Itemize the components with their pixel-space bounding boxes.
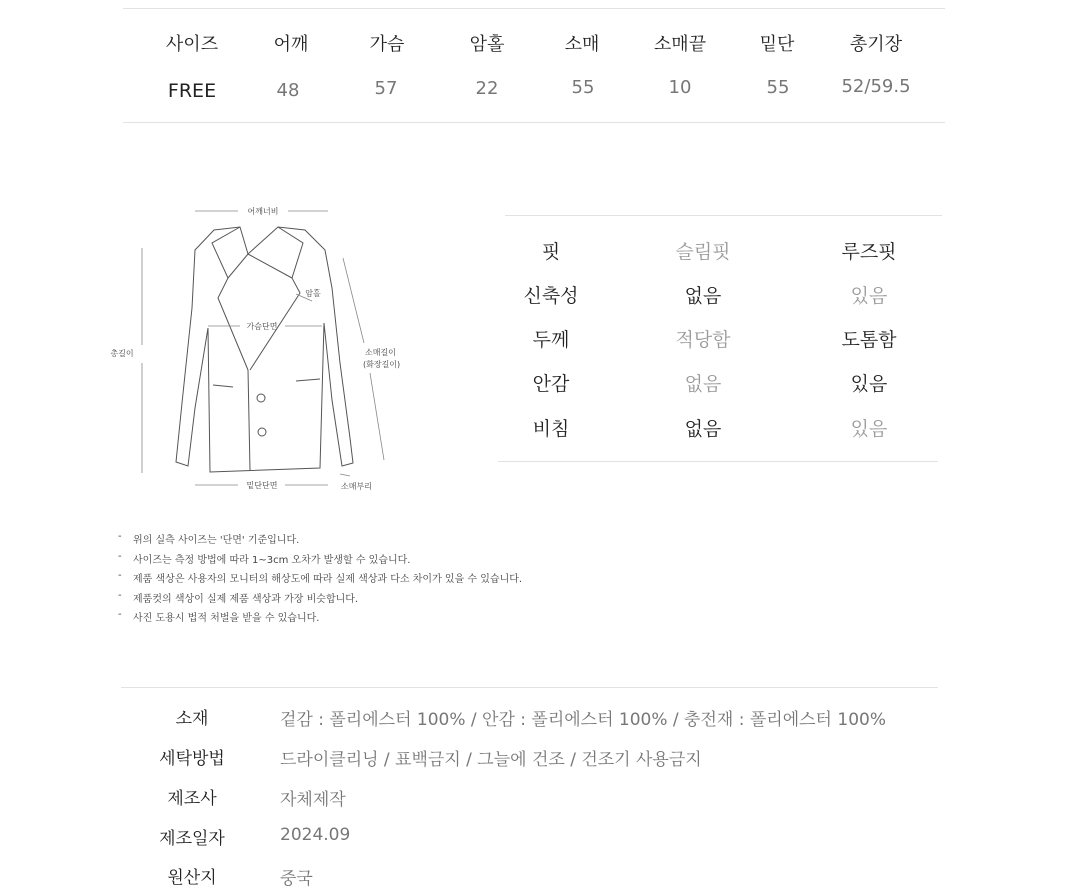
size-value-chest: 57 <box>374 78 398 99</box>
size-header-shoulder: 어깨 <box>273 34 309 55</box>
fit-option-1: 슬림핏 <box>675 241 731 263</box>
size-header-size: 사이즈 <box>165 34 219 55</box>
info-top-divider <box>121 687 938 688</box>
size-value-armhole: 22 <box>475 78 499 99</box>
note-text: 사이즈는 측정 방법에 따라 1~3cm 오차가 발생할 수 있습니다. <box>133 555 411 566</box>
fit-row-label: 두께 <box>532 329 570 351</box>
size-header-hem: 밑단 <box>759 34 795 55</box>
size-header-chest: 가슴 <box>369 34 405 55</box>
fit-table-top-divider <box>505 215 942 216</box>
info-label: 세탁방법 <box>159 749 225 769</box>
size-value-shoulder: 48 <box>276 80 300 101</box>
size-value-sleeve: 55 <box>571 77 595 98</box>
note-dash: - <box>118 590 122 601</box>
info-value: 겉감 : 폴리에스터 100% / 안감 : 폴리에스터 100% / 충전재 : 폴리에스터 100% <box>280 710 886 730</box>
note-dash: - <box>118 609 122 620</box>
diagram-label-shoulder: 어깨너비 <box>247 207 279 216</box>
size-table-top-divider <box>123 8 945 9</box>
jacket-measurement-diagram <box>100 198 430 498</box>
fit-option-2: 있음 <box>850 373 888 395</box>
diagram-label-sleeve-length-alt: (화장길이) <box>363 360 401 369</box>
fit-option-1: 적당함 <box>675 329 731 351</box>
diagram-label-armhole: 암홀 <box>305 289 321 298</box>
fit-option-2: 있음 <box>850 418 888 440</box>
size-header-cuff: 소매끝 <box>653 34 707 55</box>
info-value: 중국 <box>280 869 313 889</box>
info-label: 제조사 <box>167 789 217 809</box>
note-text: 제품컷의 색상이 실제 제품 색상과 가장 비슷합니다. <box>133 594 359 605</box>
note-dash: - <box>118 570 122 581</box>
size-value-hem: 55 <box>766 77 790 98</box>
info-label: 원산지 <box>167 868 217 888</box>
size-value-free: FREE <box>167 80 217 102</box>
fit-option-2: 루즈핏 <box>841 241 897 263</box>
note-dash: - <box>118 551 122 562</box>
info-label: 제조일자 <box>159 829 225 849</box>
fit-row-label: 비침 <box>532 418 570 440</box>
info-value: 자체제작 <box>280 790 346 810</box>
size-header-sleeve: 소매 <box>564 34 600 55</box>
info-value: 드라이클리닝 / 표백금지 / 그늘에 건조 / 건조기 사용금지 <box>280 750 702 770</box>
size-table-bottom-divider <box>123 122 945 123</box>
fit-table-bottom-divider <box>498 461 938 462</box>
fit-option-2: 있음 <box>850 285 888 307</box>
info-value: 2024.09 <box>280 825 351 845</box>
diagram-label-chest: 가슴단면 <box>246 322 278 331</box>
note-dash: - <box>118 531 122 542</box>
fit-option-2: 도톰함 <box>841 329 897 351</box>
fit-option-1: 없음 <box>684 285 722 307</box>
fit-row-label: 신축성 <box>523 285 579 307</box>
diagram-label-total-length: 총길이 <box>110 349 134 358</box>
size-header-armhole: 암홀 <box>469 34 505 55</box>
size-value-length: 52/59.5 <box>841 76 911 97</box>
info-label: 소재 <box>175 709 209 729</box>
fit-option-1: 없음 <box>684 418 722 440</box>
fit-row-label: 안감 <box>532 373 570 395</box>
diagram-label-hem: 밑단단면 <box>246 481 278 490</box>
note-text: 위의 실측 사이즈는 '단면' 기준입니다. <box>133 535 300 546</box>
note-text: 제품 색상은 사용자의 모니터의 해상도에 따라 실제 색상과 다소 차이가 있을 수 있습니다. <box>133 574 523 585</box>
size-header-length: 총기장 <box>849 34 903 55</box>
diagram-label-cuff: 소매부리 <box>341 482 372 491</box>
diagram-label-sleeve-length: 소매길이 <box>365 348 396 357</box>
fit-row-label: 핏 <box>541 241 561 263</box>
note-text: 사진 도용시 법적 처벌을 받을 수 있습니다. <box>133 613 320 624</box>
fit-option-1: 없음 <box>684 373 722 395</box>
size-value-cuff: 10 <box>668 77 692 98</box>
